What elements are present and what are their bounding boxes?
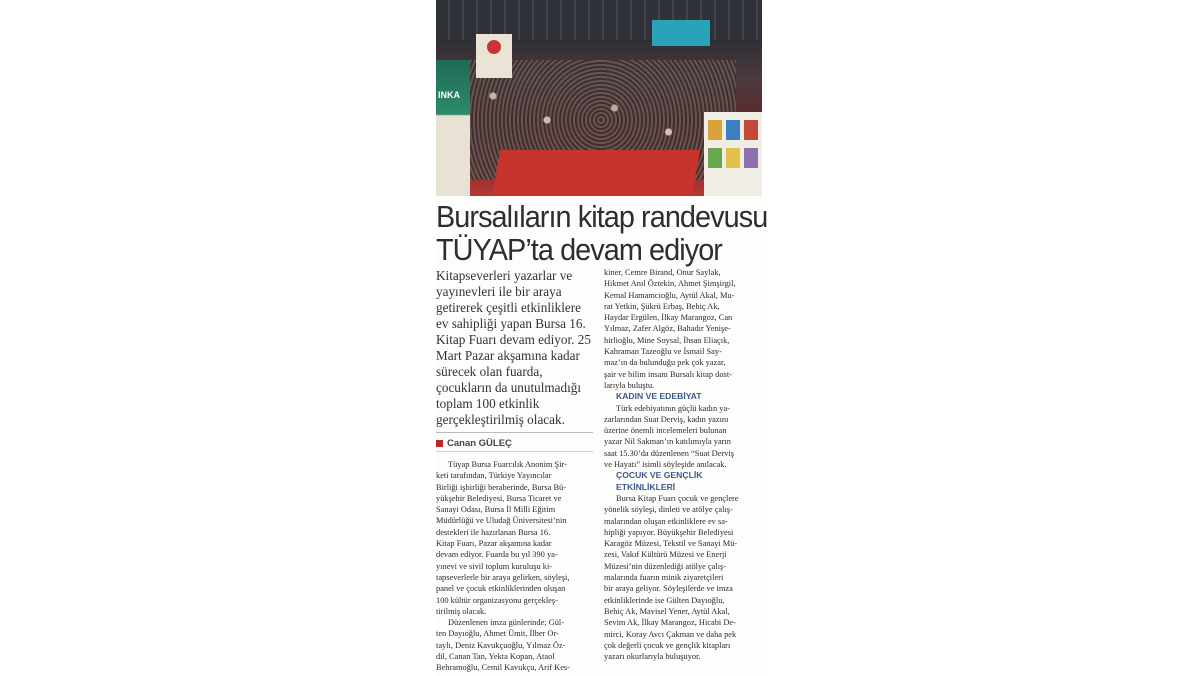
- body-line: mirci, Koray Avcı Çakman ve daha pek: [604, 629, 737, 639]
- body-line: destekleri ile hazırlanan Bursa 16.: [436, 527, 551, 537]
- lead-line: sürecek olan fuarda,: [436, 364, 543, 379]
- stand-logo-icon: [487, 40, 501, 54]
- body-line: Kemal Hamamcıoğlu, Aytül Akal, Mu-: [604, 290, 735, 300]
- section-subheading: KADIN VE EDEBİYAT: [616, 391, 702, 402]
- newspaper-clipping: [436, 0, 768, 676]
- stand-sign-text: INKA: [438, 90, 460, 100]
- lead-line: Kitapseverleri yazarlar ve: [436, 268, 573, 283]
- body-line: tirilmiş olacak.: [436, 606, 487, 616]
- body-line: Müzesi’nin düzenlediği atölye çalış-: [604, 561, 727, 571]
- body-column-2: [604, 267, 762, 662]
- body-line: ten Dayıoğlu, Ahmet Ümit, İlber Or-: [436, 629, 559, 639]
- body-line: Behramoğlu, Cemil Kavukçu, Arif Kes-: [436, 663, 570, 673]
- body-line: Kahraman Tazeoğlu ve İsmail Say-: [604, 347, 722, 357]
- body-line: Haydar Ergülen, İlkay Marangoz, Can: [604, 313, 733, 323]
- lead-line: yayınevleri ile bir araya: [436, 284, 562, 299]
- photo-stand-tent: [476, 34, 512, 78]
- body-line: hipliği yapıyor. Büyükşehir Belediyesi: [604, 527, 734, 537]
- lead-line: Kitap Fuarı devam ediyor. 25: [436, 332, 591, 347]
- body-line: kiner, Cemre Birand, Onur Saylak,: [604, 268, 721, 277]
- body-line: Müdürlüğü ve Uludağ Üniversitesi’nin: [436, 516, 567, 526]
- body-line: Behiç Ak, Mavisel Yener, Aytül Akal,: [604, 606, 730, 616]
- body-line: çok değerli çocuk ve gençlik kitapları: [604, 640, 731, 650]
- photo-hanging-sign: [652, 20, 710, 46]
- body-line: üzerine önemli incelemeleri bulunan: [604, 426, 727, 436]
- byline-square-icon: [436, 440, 443, 447]
- body-line: Düzenlenen imza günlerinde; Gül-: [448, 618, 565, 628]
- body-line: malarında fuarın minik ziyaretçileri: [604, 573, 724, 583]
- body-line: panel ve çocuk etkinliklerinden oluşan: [436, 584, 566, 594]
- body-line: maz’ın da bulunduğu pek çok yazar,: [604, 358, 726, 368]
- body-column-1: [436, 459, 594, 674]
- body-line: yazarı okurlarıyla buluşuyor.: [604, 652, 701, 662]
- headline-line-2: TÜYAP’ta devam ediyor: [436, 232, 722, 267]
- book-icon: [708, 120, 722, 140]
- lead-line: toplam 100 etkinlik: [436, 396, 540, 411]
- headline: [436, 199, 768, 267]
- book-fair-photo: [436, 0, 762, 196]
- byline-divider: [436, 432, 593, 433]
- body-line: yınevi ve sivil toplum kuruluşu ki-: [436, 561, 553, 571]
- body-line: hirlioğlu, Mine Soysal, İhsan Eliaçık,: [604, 335, 730, 345]
- body-line: zesi, Vakıf Kültürü Müzesi ve Enerji: [604, 550, 727, 560]
- body-line: yazar Nil Sakman’ın katılımıyla yarın: [604, 437, 731, 447]
- body-line: Yılmaz, Zafer Algöz, Bahadır Yenişe-: [604, 324, 731, 334]
- lead-line: getirerek çeşitli etkinliklere: [436, 300, 581, 315]
- lead-paragraph: [436, 268, 596, 428]
- lead-line: Mart Pazar akşamına kadar: [436, 348, 580, 363]
- body-line: tapseverlerle bir araya gelirken, söyleşi,: [436, 572, 570, 582]
- body-line: larıyla buluştu.: [604, 380, 655, 390]
- body-line: Türk edebiyatının güçlü kadın ya-: [616, 403, 730, 413]
- body-line: dil, Canan Tan, Yekta Kopan, Ataol: [436, 652, 555, 662]
- book-icon: [708, 148, 722, 168]
- body-line: malarından oluşan etkinliklere ev sa-: [604, 516, 728, 526]
- body-line: Bursa Kitap Fuarı çocuk ve gençlere: [616, 493, 739, 503]
- photo-carpet: [492, 150, 700, 196]
- body-line: taylı, Deniz Kavukçuoğlu, Yılmaz Öz-: [436, 640, 566, 650]
- body-line: Tüyap Bursa Fuarcılık Anonim Şir-: [448, 460, 567, 469]
- book-icon: [744, 120, 758, 140]
- body-line: Birliği işbirliği beraberinde, Bursa Bü-: [436, 482, 567, 492]
- book-icon: [744, 148, 758, 168]
- body-line: devam ediyor. Fuarda bu yıl 390 ya-: [436, 550, 558, 560]
- body-line: Sanayi Odası, Bursa İl Milli Eğitim: [436, 505, 556, 515]
- lead-line: ev sahipliği yapan Bursa 16.: [436, 316, 586, 331]
- body-line: zarlarından Suat Derviş, kadın yazını: [604, 414, 729, 424]
- body-line: şair ve bilim insanı Bursalı kitap dost-: [604, 369, 732, 379]
- body-line: keti tarafından, Türkiye Yayıncılar: [436, 471, 552, 481]
- body-line: Sevim Ak, İlkay Marangoz, Hicabi De-: [604, 618, 736, 628]
- author-name: Canan GÜLEÇ: [447, 437, 512, 449]
- body-line: etkinliklerinde ise Gülten Dayıoğlu,: [604, 595, 725, 605]
- body-line: Karagöz Müzesi, Tekstil ve Sanayi Mü-: [604, 539, 738, 549]
- book-icon: [726, 148, 740, 168]
- body-line: ve Hayatı” isimli söyleşide anılacak.: [604, 460, 727, 470]
- section-subheading: ÇOCUK VE GENÇLİK: [616, 470, 703, 481]
- lead-line: gerçekleştirilmiş olacak.: [436, 412, 565, 427]
- section-subheading: ETKİNLİKLERİ: [616, 481, 676, 492]
- byline: [436, 436, 512, 450]
- headline-line-1: Bursalıların kitap randevusu: [436, 199, 768, 234]
- body-line: saat 15.30’da düzenlenen “Suat Derviş: [604, 448, 735, 458]
- lead-line: çocukların da unutulmadığı: [436, 380, 582, 395]
- photo-stand-right: [704, 112, 762, 196]
- body-line: yönelik söyleşi, dinleti ve atölye çalış-: [604, 505, 733, 515]
- body-line: Kitap Fuarı, Pazar akşamına kadar: [436, 539, 552, 549]
- body-line: yükşehir Belediyesi, Bursa Ticaret ve: [436, 493, 562, 503]
- book-icon: [726, 120, 740, 140]
- body-line: rat Yetkin, Şükrü Erbaş, Behiç Ak,: [604, 301, 720, 311]
- body-line: Hikmet Anıl Öztekin, Ahmet Şimşirgil,: [604, 279, 736, 289]
- body-line: bir araya geliyor. Söyleşilerde ve imza: [604, 584, 733, 594]
- photo-stand-left: [436, 60, 470, 196]
- body-line: 100 kültür organizasyonu gerçekleş-: [436, 595, 558, 605]
- byline-divider-bottom: [436, 451, 593, 452]
